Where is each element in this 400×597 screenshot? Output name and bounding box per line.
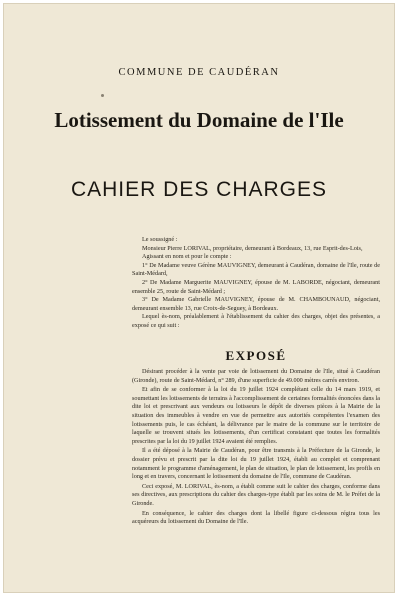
intro-paragraph: Monsieur Pierre LORIVAL, propriétaire, demeurant à Bordeaux, 13, rue Esprit-des-Lois, — [142, 244, 363, 252]
expose-paragraph: Et afin de se conformer à la loi du 19 juillet 1924 complétant celle du 14 mars 1919, et soumettant les lotissements de terrains à l'accomplissement de certaines formalités énoncées dans la dite loi et prescrivant aux vendeurs ou lotisseurs le dépôt de diverses pièces à la Mairie de la situation des immeubles à vendre en vue de permettre aux autorités compétentes l'examen des lotissements puis, le cas échéant, la délivrance par le maire de la commune sur le territoire de laquelle se trouvent situés les lotissements, d'un certificat constatant que toutes les formalités prescrites par la loi du 19 juillet 1924 avaient été remplies. — [132, 386, 380, 445]
intro-section — [132, 236, 380, 331]
document-page — [4, 4, 394, 592]
page-speck — [101, 94, 104, 97]
expose-paragraph: Ceci exposé, M. LORIVAL, ès-nom, a établi comme suit le cahier des charges, conforme dans ses directives, aux prescriptions du cahier des charges-type établi par les soins de M. le Préfet de la Gironde. — [132, 482, 380, 507]
document-title: Lotissement du Domaine de l'Ile — [54, 108, 344, 132]
expose-paragraph: Il a été déposé à la Mairie de Caudéran, pour être transmis à la Préfecture de la Gironde, le dossier prévu et prescrit par la dite loi du 19 juillet 1924, établi au complet et comprenant notamment le programme d'aménagement, le plan de situation, le plan de lotissement, les profils en long et en travers, concernant le lotissement du domaine de l'Ile, commune de Caudéran. — [132, 447, 380, 481]
commune-heading: COMMUNE DE CAUDÉRAN — [118, 67, 280, 78]
expose-paragraph: Désirant procéder à la vente par voie de lotissement du Domaine de l'Ile, situé à Caudéran (Gironde), route de Saint-Médard, n° 289, d'une superficie de 49.000 mètres carrés environ. — [132, 368, 380, 384]
expose-heading: EXPOSÉ — [225, 348, 287, 363]
intro-paragraph: Lequel ès-nom, préalablement à l'établissement du cahier des charges, objet des présentes, a exposé ce qui suit : — [132, 313, 380, 329]
intro-paragraph: 3° De Madame Gabrielle MAUVIGNEY, épouse de M. CHAMBOUNAUD, négociant, demeurant ensemble 13, rue Croix-de-Seguey, à Bordeaux. — [132, 296, 380, 312]
document-subtitle: CAHIER DES CHARGES — [70, 178, 328, 201]
intro-paragraph: Agissant en nom et pour le compte : — [142, 253, 232, 261]
intro-paragraph: 2° De Madame Marguerite MAUVIGNEY, épouse de M. LABORDE, négociant, demeurant ensemble 25, route de Saint-Médard ; — [132, 278, 380, 295]
intro-paragraph: 1° De Madame veuve Gérène MAUVIGNEY, demeurant à Caudéran, domaine de l'Ile, route de Saint-Médard, — [132, 261, 380, 278]
expose-paragraph: En conséquence, le cahier des charges dont la libellé figure ci-dessous régira tous les acquéreurs du lotissement du Domaine de l'Ile. — [132, 509, 380, 526]
intro-paragraph: Le soussigné : — [142, 236, 178, 243]
expose-section — [132, 368, 380, 528]
